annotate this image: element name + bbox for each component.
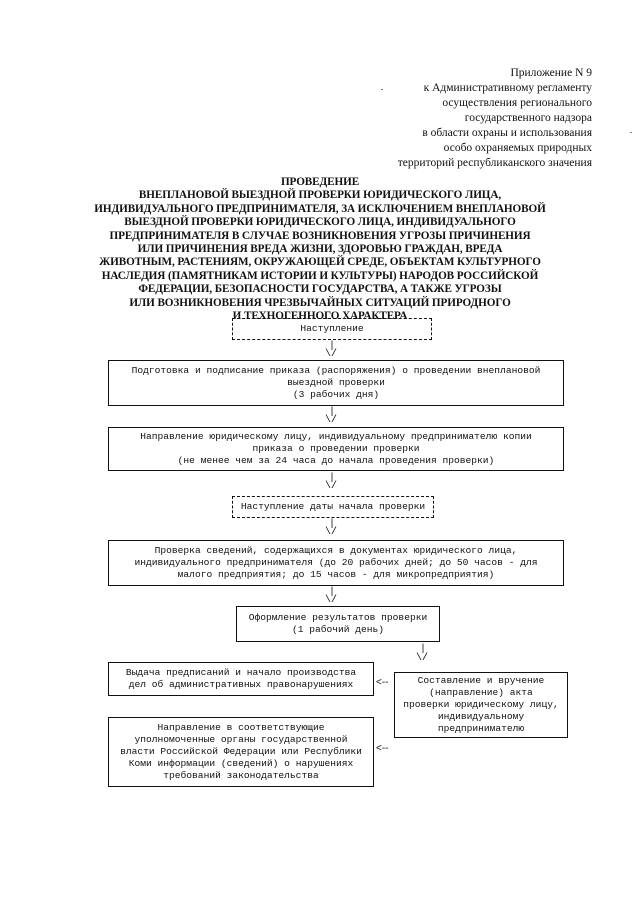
title-line: ВНЕПЛАНОВОЙ ВЫЕЗДНОЙ ПРОВЕРКИ ЮРИДИЧЕСКОГО ЛИЦА,: [138, 189, 502, 202]
flow-box-start-date: [232, 496, 434, 518]
scan-speck: [630, 132, 632, 133]
arrow-down-pipe: |: [329, 341, 336, 352]
flow-box-text: индивидуального предпринимателя (до 20 рабочих дней; до 50 часов - для: [134, 557, 538, 568]
flow-box-order-sending: [108, 427, 564, 471]
flow-box-orders-issue: [108, 662, 374, 696]
arrow-down-pipe: |: [329, 473, 336, 484]
title-line: И ТЕХНОГЕННОГО ХАРАКТЕРА: [232, 310, 408, 323]
appendix-line: территорий республиканского значения: [397, 157, 592, 169]
arrow-left: <--: [376, 677, 389, 688]
appendix-line: осуществления регионального: [442, 97, 592, 109]
flow-box-text: Направление юридическому лицу, индивидуальному предпринимателю копии: [140, 431, 532, 442]
flow-box-text: Выдача предписаний и начало производства: [125, 667, 357, 678]
title-line: ИЛИ ПРИЧИНЕНИЯ ВРЕДА ЖИЗНИ, ЗДОРОВЬЮ ГРАЖДАН, ВРЕДА: [137, 243, 503, 256]
title-line: ВЫЕЗДНОЙ ПРОВЕРКИ ЮРИДИЧЕСКОГО ЛИЦА, ИНДИВИДУАЛЬНОГО: [124, 216, 516, 229]
flow-box-text: уполномоченные органы государственной: [134, 734, 348, 745]
arrow-left: <--: [376, 743, 389, 754]
flow-box-order-preparation: [108, 360, 564, 406]
appendix-line: к Административному регламенту: [423, 82, 592, 94]
document-title: [80, 176, 560, 323]
arrow-down-pipe: |: [329, 587, 336, 598]
flow-box-text: Наступление даты начала проверки: [240, 501, 426, 512]
arrow-down-pipe: |: [329, 519, 336, 530]
flow-box-text: выездной проверки: [287, 377, 385, 388]
flow-box-act: [394, 672, 568, 738]
arrow-down-head: \/: [325, 349, 338, 360]
flow-box-text: приказа о проведении проверки: [252, 443, 420, 454]
flow-box-text: требований законодательства: [163, 770, 319, 781]
flow-box-text: проверки юридическому лицу,: [403, 699, 559, 710]
title-line: ФЕДЕРАЦИИ, БЕЗОПАСНОСТИ ГОСУДАРСТВА, А ТАКЖЕ УГРОЗЫ: [138, 283, 502, 296]
appendix-line: особо охраняемых природных: [443, 142, 592, 154]
flow-box-results: [236, 606, 440, 642]
title-line: ЖИВОТНЫМ, РАСТЕНИЯМ, ОКРУЖАЮЩЕЙ СРЕДЕ, ОБЪЕКТАМ КУЛЬТУРНОГО: [99, 256, 541, 269]
arrow-down-pipe: |: [420, 644, 427, 655]
title-line: ИЛИ ВОЗНИКНОВЕНИЯ ЧРЕЗВЫЧАЙНЫХ СИТУАЦИЙ ПРИРОДНОГО: [129, 296, 511, 309]
flow-box-text: Оформление результатов проверки: [248, 612, 428, 623]
appendix-line: в области охраны и использования: [422, 127, 592, 139]
flow-box-text: Направление в соответствующие: [157, 722, 325, 733]
appendix-line: государственного надзора: [464, 112, 592, 124]
arrow-down-head: \/: [416, 653, 429, 664]
flow-box-text: (направление) акта: [429, 687, 533, 698]
title-line: ПРЕДПРИНИМАТЕЛЯ В СЛУЧАЕ ВОЗНИКНОВЕНИЯ УГРОЗЫ ПРИЧИНЕНИЯ: [109, 229, 531, 242]
flow-box-text: малого предприятия; до 15 часов - для микропредприятия): [177, 569, 495, 580]
flow-box-text: (не менее чем за 24 часа до начала проведения проверки): [177, 455, 495, 466]
arrow-down-head: \/: [325, 415, 338, 426]
flow-box-text: (1 рабочий день): [291, 624, 385, 635]
flow-box-text: индивидуальному: [437, 711, 525, 722]
flow-box-text: Наступление: [300, 323, 364, 334]
arrow-down-head: \/: [325, 527, 338, 538]
flow-box-text: власти Российской Федерации или Республики: [120, 746, 362, 757]
arrow-down-pipe: |: [329, 407, 336, 418]
flow-box-text: предпринимателю: [437, 723, 525, 734]
flow-box-text: Коми информации (сведений) о нарушениях: [128, 758, 354, 769]
flow-box-text: Проверка сведений, содержащихся в документах юридического лица,: [154, 545, 518, 556]
flow-box-text: Подготовка и подписание приказа (распоряжения) о проведении внеплановой: [131, 365, 541, 376]
arrow-down-head: \/: [325, 595, 338, 606]
title-line: НАСЛЕДИЯ (ПАМЯТНИКАМ ИСТОРИИ И КУЛЬТУРЫ) НАРОДОВ РОССИЙСКОЙ: [101, 269, 539, 282]
flow-box-verification: [108, 540, 564, 586]
arrow-down-head: \/: [325, 481, 338, 492]
flow-box-text: (3 рабочих дня): [292, 389, 380, 400]
title-line: ИНДИВИДУАЛЬНОГО ПРЕДПРИНИМАТЕЛЯ, ЗА ИСКЛЮЧЕНИЕМ ВНЕПЛАНОВОЙ: [94, 202, 546, 215]
appendix-line: Приложение N 9: [510, 67, 592, 79]
appendix-header: [322, 66, 592, 171]
flow-box-text: дел об административных правонарушениях: [128, 679, 354, 690]
title-line: ПРОВЕДЕНИЕ: [280, 176, 360, 188]
flow-box-onset: [232, 318, 432, 340]
scan-speck: [381, 89, 383, 90]
flow-box-text: Составление и вручение: [417, 675, 545, 686]
flow-box-notify-authorities: [108, 717, 374, 787]
